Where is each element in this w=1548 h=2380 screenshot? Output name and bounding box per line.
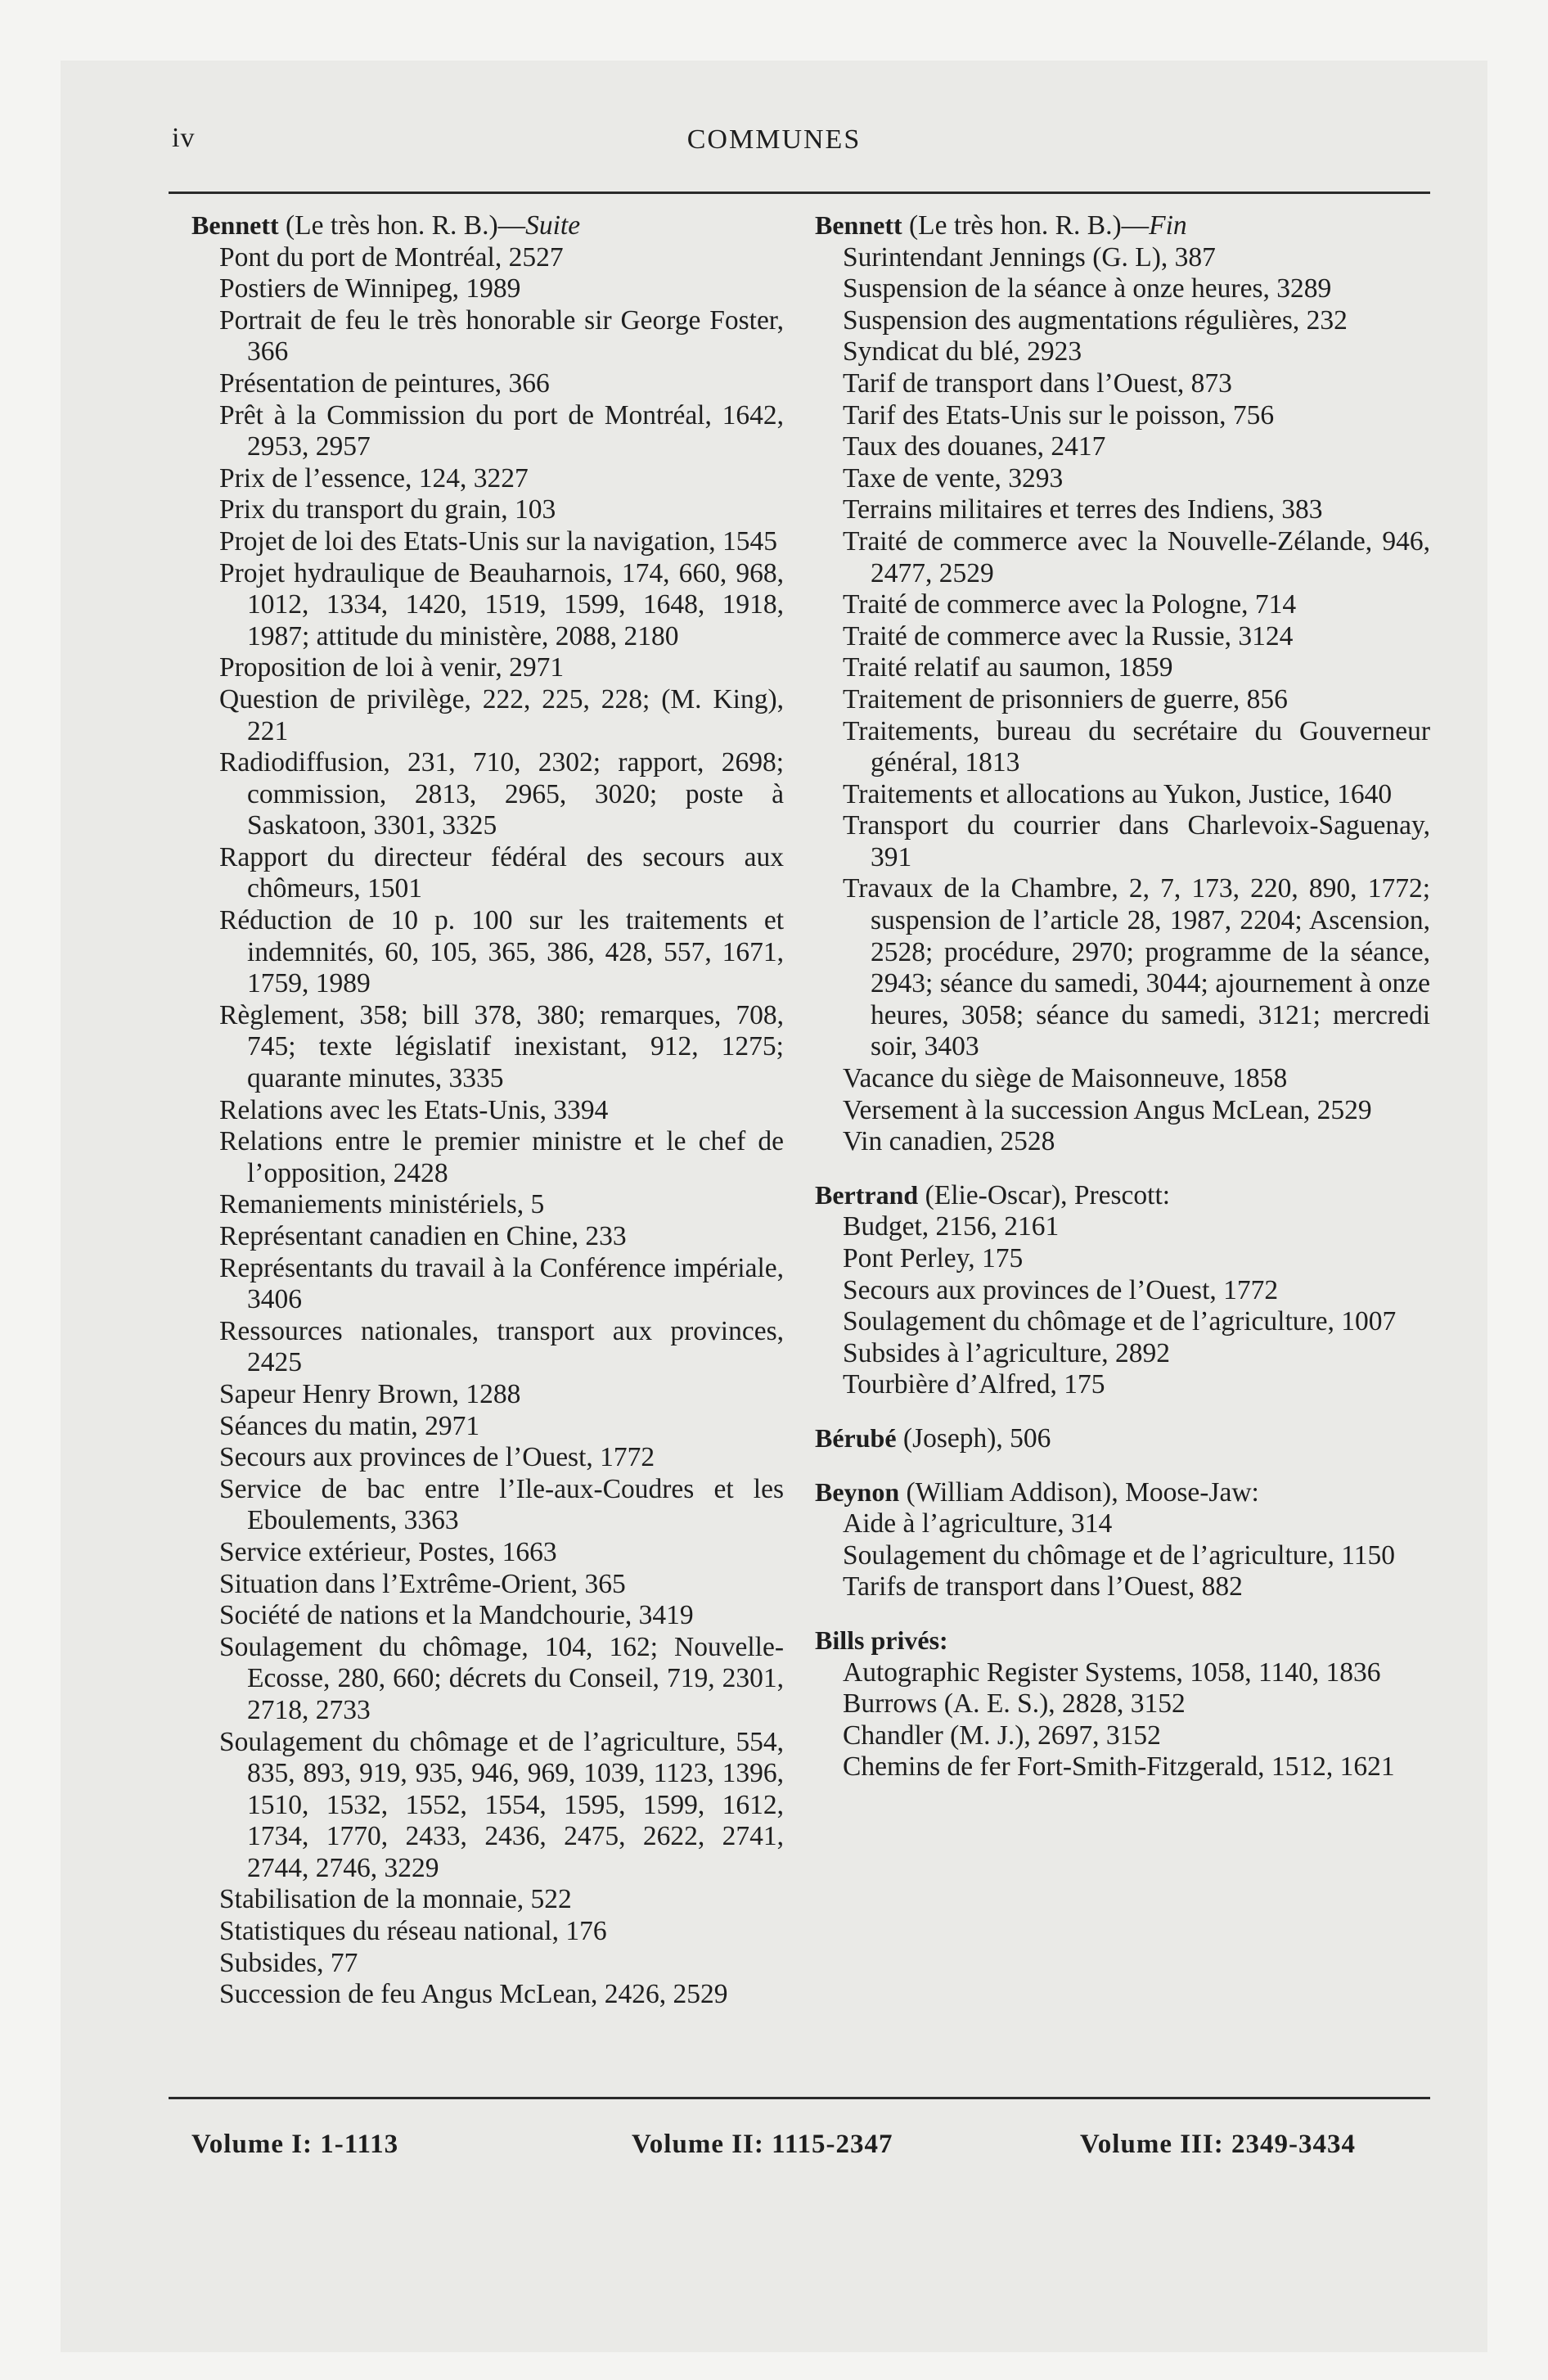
index-entry: Terrains militaires et terres des Indiens, 383 <box>843 494 1323 525</box>
index-entry: Représentants du travail à la Conférence impériale, 3406 <box>219 1252 784 1315</box>
member-name: Bérubé <box>815 1422 897 1453</box>
volume-range-1: Volume I: 1-1113 <box>191 2130 399 2159</box>
index-entry: Prix de l’essence, 124, 3227 <box>219 462 529 494</box>
index-entry: Burrows (A. E. S.), 2828, 3152 <box>843 1688 1186 1720</box>
index-entry: Suspension des augmentations régulières, 232 <box>843 304 1348 336</box>
index-entry: Question de privilège, 222, 225, 228; (M. King), 221 <box>219 683 784 746</box>
index-entry: Soulagement du chômage et de l’agriculture, 554, 835, 893, 919, 935, 946, 969, 1039, 1123, 1396, 1510, 1532, 1552, 1554, 1595, 1599, 1612, 1734, 1770, 2433, 2436, 2475, 2622, 2741, 2744, 2746, 3229 <box>219 1726 784 1883</box>
bills-entry-list <box>815 1657 1430 1783</box>
member-name: Bertrand <box>815 1179 919 1210</box>
index-entry: Relations avec les Etats-Unis, 3394 <box>219 1094 609 1125</box>
member-name: Bennett <box>191 210 279 240</box>
index-entry: Séances du matin, 2971 <box>219 1410 480 1441</box>
entry-heading-bertrand <box>815 1179 1430 1212</box>
entry-heading-bills-prives <box>815 1625 1430 1657</box>
index-entry: Travaux de la Chambre, 2, 7, 173, 220, 890, 1772; suspension de l’article 28, 1987, 2204; Ascension, 2528; procédure, 2970; programme de la séance, 2943; séance du samedi, 3044; ajournement à onze heures, 3058; séance du samedi, 3121; mercredi soir, 3403 <box>843 873 1430 1062</box>
index-entry: Vin canadien, 2528 <box>843 1126 1055 1157</box>
index-entry: Soulagement du chômage et de l’agriculture, 1150 <box>843 1539 1396 1571</box>
entry-heading-bennett-fin <box>815 210 1430 242</box>
index-entry: Subsides à l’agriculture, 2892 <box>843 1337 1171 1368</box>
index-entry: Remaniements ministériels, 5 <box>219 1189 545 1220</box>
index-entry: Postiers de Winnipeg, 1989 <box>219 273 521 304</box>
index-entry: Aide à l’agriculture, 314 <box>843 1508 1113 1539</box>
index-entry: Suspension de la séance à onze heures, 3289 <box>843 273 1332 304</box>
index-entry: Traité relatif au saumon, 1859 <box>843 652 1173 683</box>
index-entry: Secours aux provinces de l’Ouest, 1772 <box>843 1274 1279 1305</box>
index-entry: Réduction de 10 p. 100 sur les traitements et indemnités, 60, 105, 365, 386, 428, 557, 1671, 1759, 1989 <box>219 905 784 999</box>
index-entry: Tarif des Etats-Unis sur le poisson, 756 <box>843 399 1275 430</box>
index-entry: Service de bac entre l’Ile-aux-Coudres et les Eboulements, 3363 <box>219 1473 784 1536</box>
member-details: (Le très hon. R. B.)— <box>278 210 526 241</box>
volume-range-2: Volume II: 1115-2347 <box>632 2130 893 2159</box>
member-details: (William Addison), Moose-Jaw: <box>899 1476 1259 1508</box>
index-entry: Projet hydraulique de Beauharnois, 174, 660, 968, 1012, 1334, 1420, 1519, 1599, 1648, 1918, 1987; attitude du ministère, 2088, 2180 <box>219 557 784 651</box>
index-entry: Soulagement du chômage, 104, 162; Nouvelle-Ecosse, 280, 660; décrets du Conseil, 719, 2301, 2718, 2733 <box>219 1631 784 1725</box>
left-column <box>191 210 784 2011</box>
index-entry: Proposition de loi à venir, 2971 <box>219 652 565 683</box>
index-entry: Relations entre le premier ministre et le chef de l’opposition, 2428 <box>219 1126 784 1188</box>
index-entry: Secours aux provinces de l’Ouest, 1772 <box>219 1442 655 1473</box>
member-name: Bennett <box>815 210 902 240</box>
index-entry: Soulagement du chômage et de l’agriculture, 1007 <box>843 1306 1397 1337</box>
index-entry: Syndicat du blé, 2923 <box>843 336 1082 367</box>
index-entry: Présentation de peintures, 366 <box>219 367 550 399</box>
member-details: (Elie-Oscar), Prescott: <box>918 1179 1171 1210</box>
index-entry: Représentant canadien en Chine, 233 <box>219 1221 627 1251</box>
index-entry: Sapeur Henry Brown, 1288 <box>219 1378 521 1409</box>
index-entry: Service extérieur, Postes, 1663 <box>219 1536 557 1567</box>
index-entry: Tarifs de transport dans l’Ouest, 882 <box>843 1571 1243 1602</box>
index-entry: Traité de commerce avec la Nouvelle-Zélande, 946, 2477, 2529 <box>843 525 1430 588</box>
index-entry: Traitement de prisonniers de guerre, 856 <box>843 683 1288 714</box>
index-entry: Situation dans l’Extrême-Orient, 365 <box>219 1568 626 1599</box>
index-entry: Tourbière d’Alfred, 175 <box>843 1369 1105 1400</box>
index-entry: Subsides, 77 <box>219 1947 358 1978</box>
index-entry: Pont Perley, 175 <box>843 1243 1024 1273</box>
index-entry: Projet de loi des Etats-Unis sur la navigation, 1545 <box>219 525 777 557</box>
index-entry: Traité de commerce avec la Pologne, 714 <box>843 589 1297 620</box>
index-entry: Pont du port de Montréal, 2527 <box>219 241 564 273</box>
index-entry: Autographic Register Systems, 1058, 1140, 1836 <box>843 1657 1381 1688</box>
volume-range-3: Volume III: 2349-3434 <box>1080 2130 1356 2159</box>
bennett-entry-list <box>815 242 1430 1158</box>
right-column <box>815 210 1430 1783</box>
index-entry: Prix du transport du grain, 103 <box>219 494 556 525</box>
index-entry: Budget, 2156, 2161 <box>843 1211 1060 1242</box>
continuation-marker: Fin <box>1149 210 1187 241</box>
index-entry: Règlement, 358; bill 378, 380; remarques, 708, 745; texte législatif inexistant, 912, 1275; quarante minutes, 3335 <box>219 999 784 1094</box>
entry-heading-beynon <box>815 1476 1430 1509</box>
section-name: Bills privés: <box>815 1625 948 1655</box>
member-details: (Le très hon. R. B.)— <box>902 210 1150 241</box>
index-entry: Transport du courrier dans Charlevoix-Saguenay, 391 <box>843 810 1430 872</box>
left-entry-list <box>191 242 784 2011</box>
entry-heading-bennett-suite <box>191 210 784 242</box>
index-entry: Traité de commerce avec la Russie, 3124 <box>843 620 1294 651</box>
index-entry: Taux des douanes, 2417 <box>843 431 1106 462</box>
bertrand-entry-list <box>815 1211 1430 1401</box>
index-entry: Surintendant Jennings (G. L), 387 <box>843 241 1216 273</box>
page-number: iv <box>172 123 196 153</box>
top-rule <box>169 192 1430 194</box>
index-entry: Prêt à la Commission du port de Montréal, 1642, 2953, 2957 <box>219 399 784 462</box>
index-entry: Rapport du directeur fédéral des secours aux chômeurs, 1501 <box>219 841 784 904</box>
index-entry: Taxe de vente, 3293 <box>843 462 1064 494</box>
bottom-rule <box>169 2097 1430 2099</box>
index-entry: Portrait de feu le très honorable sir George Foster, 366 <box>219 304 784 367</box>
beynon-entry-list <box>815 1508 1430 1603</box>
index-entry: Chandler (M. J.), 2697, 3152 <box>843 1720 1161 1751</box>
index-entry: Ressources nationales, transport aux provinces, 2425 <box>219 1315 784 1378</box>
index-entry: Traitements, bureau du secrétaire du Gouverneur général, 1813 <box>843 715 1430 778</box>
running-head: COMMUNES <box>686 124 862 155</box>
index-entry: Stabilisation de la monnaie, 522 <box>219 1884 572 1915</box>
index-entry: Statistiques du réseau national, 176 <box>219 1916 607 1947</box>
index-entry: Tarif de transport dans l’Ouest, 873 <box>843 367 1232 399</box>
index-entry: Vacance du siège de Maisonneuve, 1858 <box>843 1063 1288 1094</box>
member-details: (Joseph), 506 <box>896 1422 1051 1454</box>
index-entry: Traitements et allocations au Yukon, Justice, 1640 <box>843 778 1393 809</box>
index-entry: Radiodiffusion, 231, 710, 2302; rapport, 2698; commission, 2813, 2965, 3020; poste à Saskatoon, 3301, 3325 <box>219 747 784 841</box>
index-entry: Société de nations et la Mandchourie, 3419 <box>219 1600 694 1631</box>
entry-heading-berube <box>815 1422 1430 1455</box>
continuation-marker: Suite <box>525 210 581 241</box>
index-entry: Chemins de fer Fort-Smith-Fitzgerald, 1512, 1621 <box>843 1751 1395 1783</box>
index-entry: Succession de feu Angus McLean, 2426, 2529 <box>219 1979 728 2010</box>
index-entry: Versement à la succession Angus McLean, 2529 <box>843 1094 1372 1125</box>
member-name: Beynon <box>815 1476 900 1507</box>
